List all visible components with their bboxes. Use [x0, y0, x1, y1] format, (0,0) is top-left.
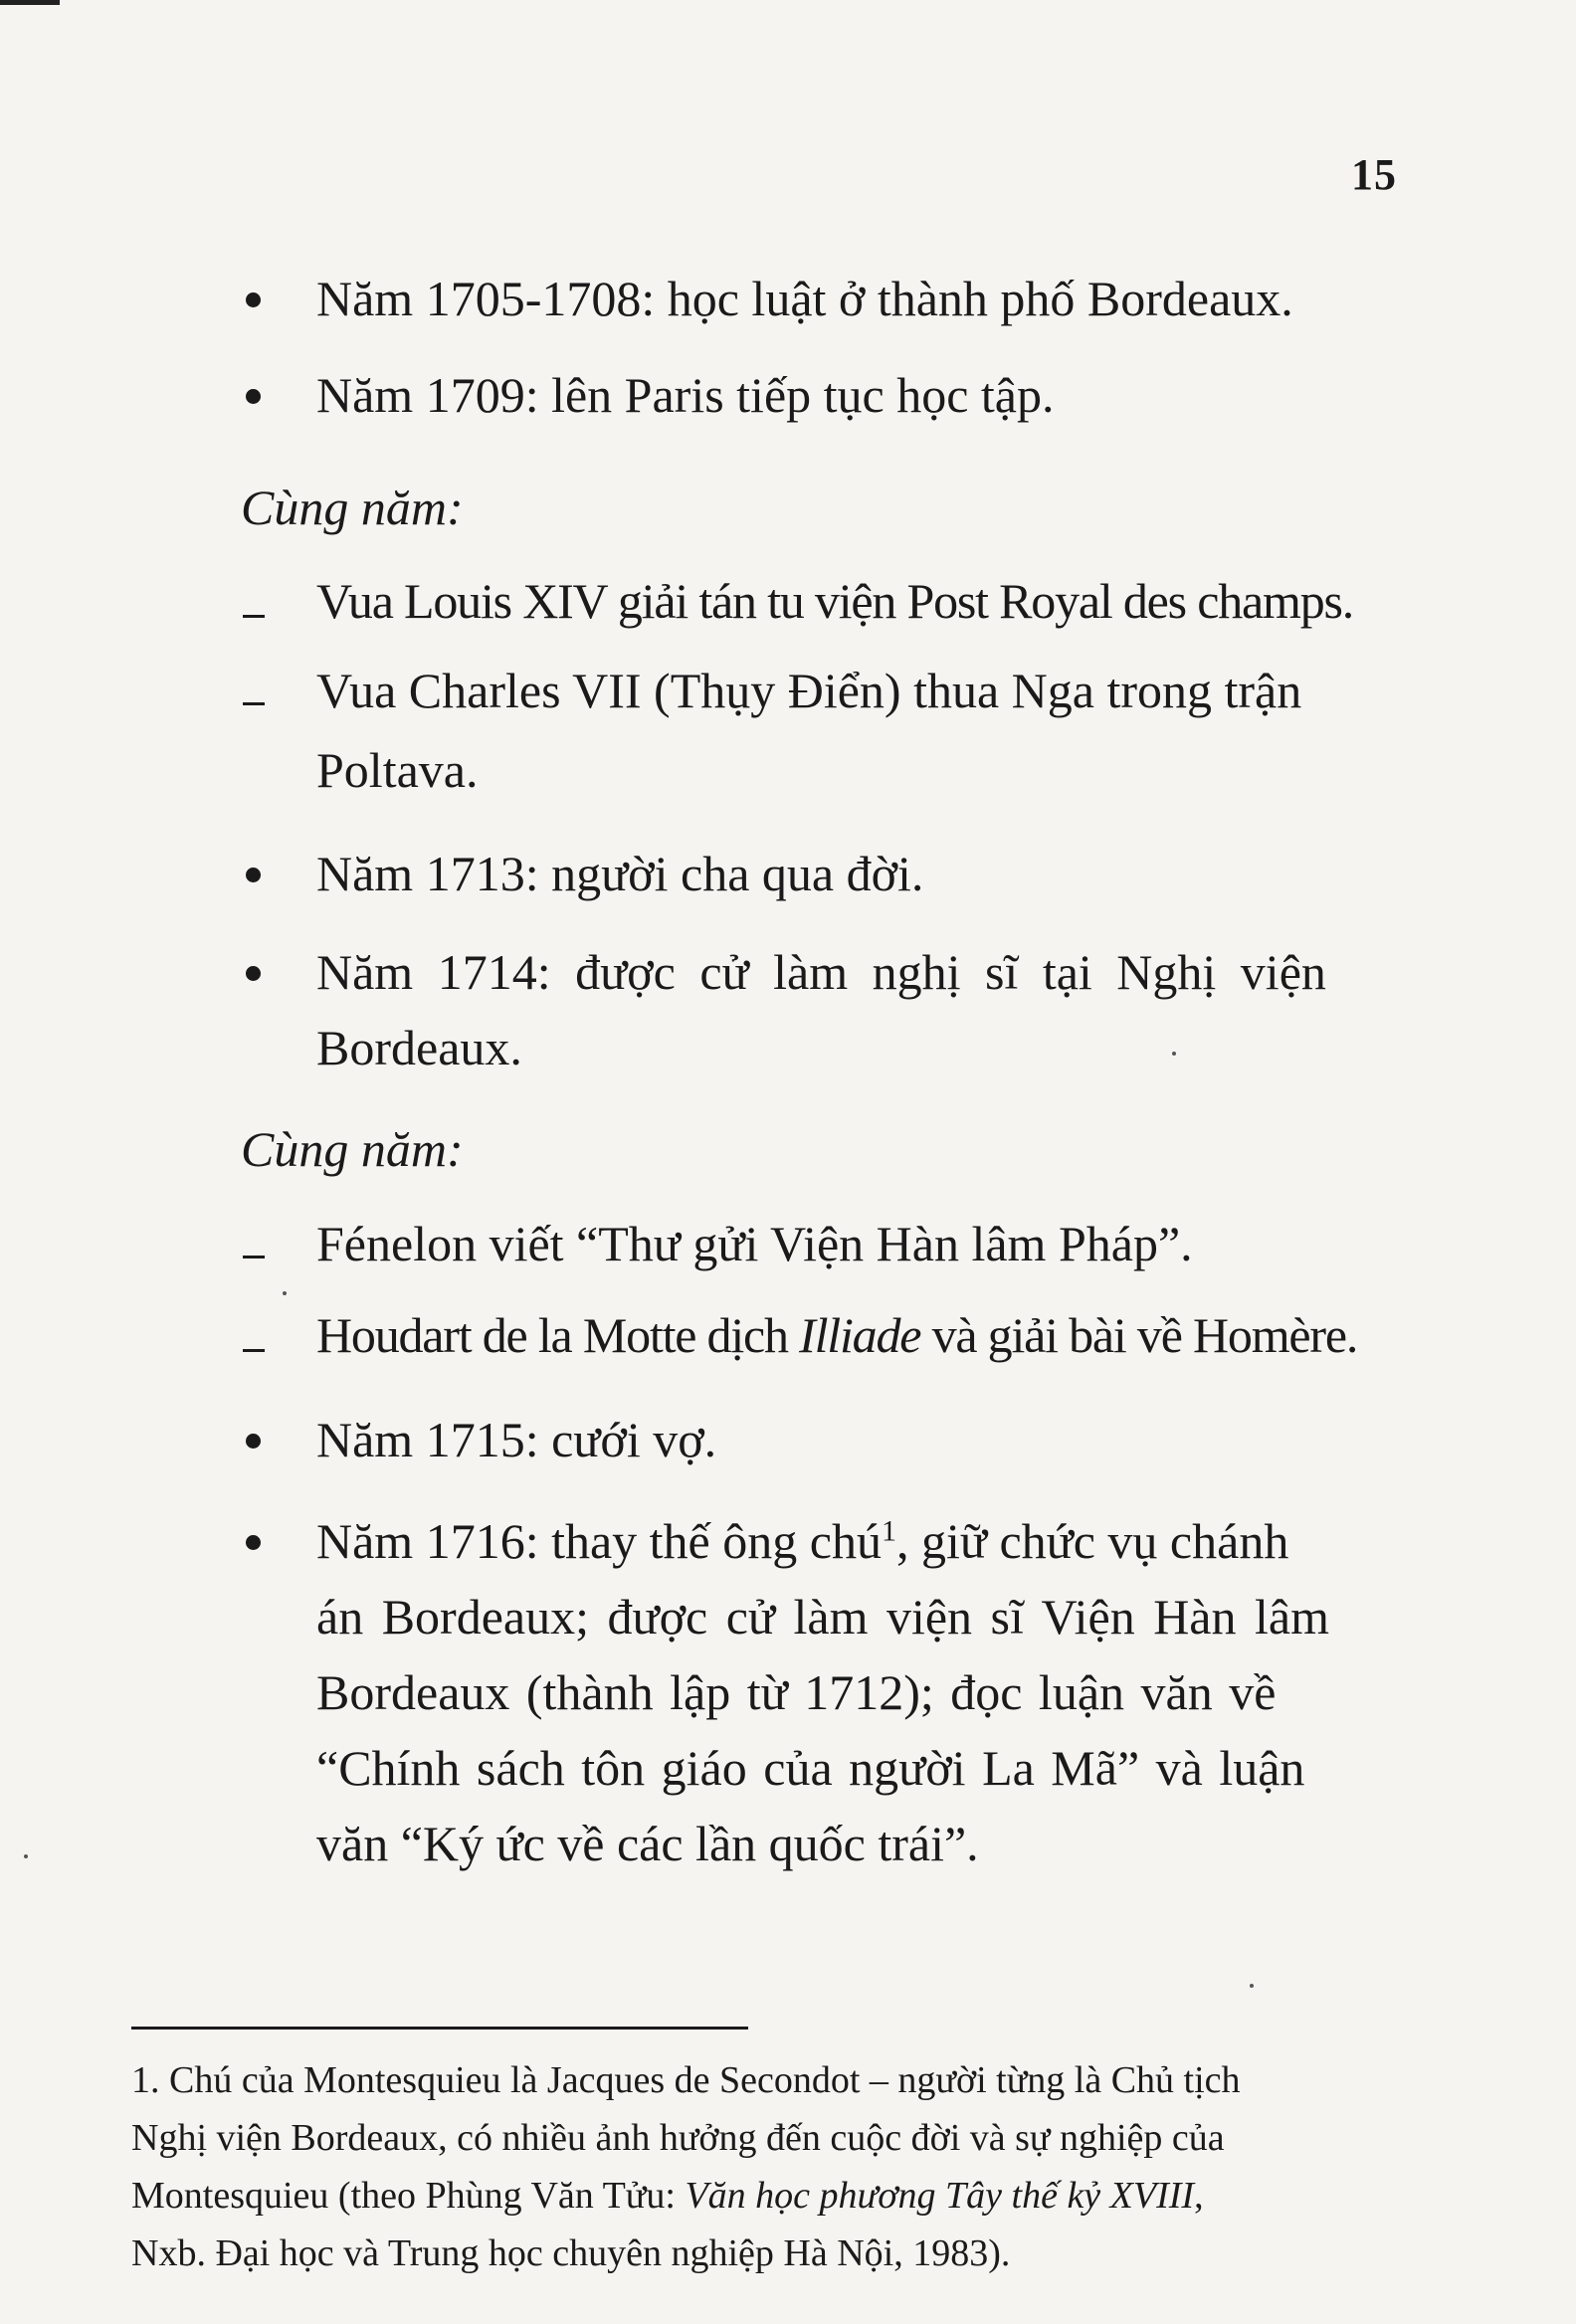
dash-item-fenelon: Fénelon viết “Thư gửi Viện Hàn lâm Pháp”. [316, 1216, 1193, 1271]
bullet-item-1714-line2: Bordeaux. [316, 1020, 522, 1075]
bullet-item-1716-text-end: , giữ chức vụ chánh [895, 1513, 1289, 1569]
bullet-icon [246, 1535, 261, 1550]
bullet-item-1713: Năm 1713: người cha qua đời. [316, 846, 924, 901]
footnote-line-2: Nghị viện Bordeaux, có nhiều ảnh hưởng đến cuộc đời và sự nghiệp của [131, 2117, 1225, 2159]
dash-item-houdart-text-end: và giải bài về Homère. [920, 1307, 1358, 1363]
dash-icon [243, 1256, 265, 1259]
section-heading-cung-nam: Cùng năm: [241, 1121, 464, 1177]
bullet-icon [246, 966, 261, 981]
bullet-icon [246, 1434, 261, 1449]
dash-item-houdart [316, 1297, 1357, 1373]
footnote-reference: 1 [881, 1514, 896, 1548]
bullet-item-1716-line1 [316, 1503, 1288, 1579]
bullet-item-1709: Năm 1709: lên Paris tiếp tục học tập. [316, 367, 1055, 423]
dash-icon [243, 615, 265, 618]
dash-icon [243, 702, 265, 705]
bullet-item-1716-text: Năm 1716: thay thế ông chú [316, 1513, 882, 1569]
bullet-item-1716-line4: “Chính sách tôn giáo của người La Mã” và luận [316, 1740, 1305, 1796]
page-number: 15 [1351, 150, 1397, 199]
bullet-item-1705: Năm 1705-1708: học luật ở thành phố Bordeaux. [316, 271, 1293, 326]
footnote-book-title: Văn học phương Tây thế kỷ XVIII [685, 2175, 1195, 2217]
section-heading-cung-nam: Cùng năm: [241, 480, 464, 535]
footnote-line-4: Nxb. Đại học và Trung học chuyên nghiệp Hà Nội, 1983). [131, 2232, 1011, 2274]
bullet-icon [246, 292, 261, 307]
dash-item-charles-vii-line1: Vua Charles VII (Thụy Điển) thua Nga trong trận [316, 663, 1302, 718]
dash-item-charles-vii-line2: Poltava. [316, 742, 479, 798]
bullet-item-1716-line5: văn “Ký ức về các lần quốc trái”. [316, 1816, 979, 1871]
bullet-item-1716-line3: Bordeaux (thành lập từ 1712); đọc luận văn về [316, 1664, 1277, 1720]
footnote-separator [131, 2027, 748, 2030]
scan-speck [1250, 1984, 1254, 1988]
book-title-illiade: Illiade [799, 1307, 921, 1363]
bullet-item-1716-line2: án Bordeaux; được cử làm viện sĩ Viện Hàn lâm [316, 1589, 1329, 1645]
footnote-text-end: , [1194, 2175, 1204, 2217]
scan-speck [24, 1854, 28, 1858]
scan-speck [1172, 1052, 1176, 1056]
scan-speck [283, 1291, 287, 1295]
bullet-icon [246, 389, 261, 404]
dash-item-louis-xiv: Vua Louis XIV giải tán tu viện Post Royal des champs. [316, 573, 1354, 629]
dash-icon [243, 1349, 265, 1352]
footnote-line-3 [131, 2168, 1204, 2224]
footnote-line-1: 1. Chú của Montesquieu là Jacques de Secondot – người từng là Chủ tịch [131, 2059, 1241, 2101]
bullet-item-1715: Năm 1715: cưới vợ. [316, 1412, 717, 1467]
bullet-item-1714-line1: Năm 1714: được cử làm nghị sĩ tại Nghị viện [316, 944, 1326, 1000]
footnote-text: Montesquieu (theo Phùng Văn Tửu: [131, 2175, 686, 2217]
scan-edge-mark [0, 0, 60, 5]
bullet-icon [246, 868, 261, 882]
dash-item-houdart-text: Houdart de la Motte dịch [316, 1307, 800, 1363]
